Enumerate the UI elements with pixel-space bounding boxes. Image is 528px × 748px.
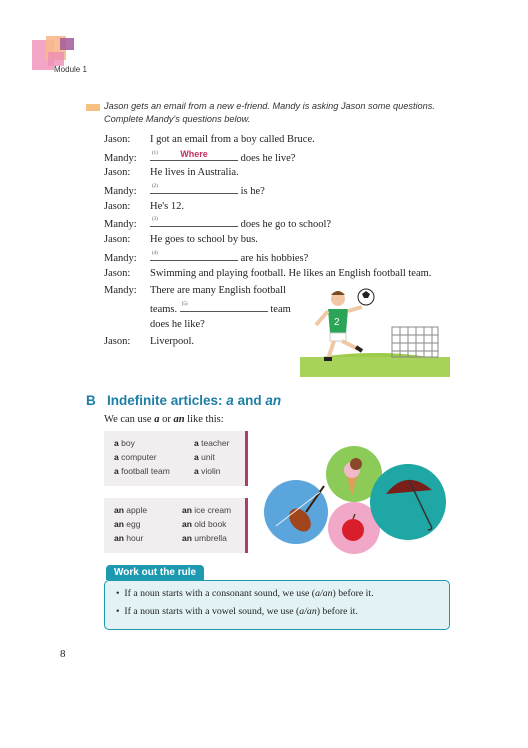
section-b-heading: B Indefinite articles: a and an	[86, 393, 282, 408]
dialogue-row: Mandy: (2) is he?	[104, 184, 265, 197]
bullet-icon: •	[116, 588, 120, 599]
rule-1: • If a noun starts with a consonant sound, we use (a/an) before it.	[116, 588, 374, 599]
answer-blank-4[interactable]: (4)	[150, 250, 238, 261]
dialogue-row: Jason: He goes to school by bus.	[104, 234, 258, 245]
answer-blank-3[interactable]: (3)	[150, 216, 238, 227]
dialogue-row: teams. (5) team	[150, 302, 291, 315]
answer-blank-1[interactable]: (1) Where	[150, 150, 238, 161]
answer-blank-2[interactable]: (2)	[150, 183, 238, 194]
page-number: 8	[60, 648, 66, 660]
rule-2: • If a noun starts with a vowel sound, we use (a/an) before it.	[116, 606, 358, 617]
section-b-intro: We can use a or an like this:	[104, 414, 224, 425]
list-item: an apple	[114, 505, 148, 515]
bullet-icon: •	[116, 606, 120, 617]
answer-blank-5[interactable]: (5)	[180, 301, 268, 312]
list-item: a unit	[194, 452, 215, 462]
list-item: an egg	[114, 519, 141, 529]
dialogue-row: does he like?	[150, 319, 205, 330]
dialogue-row: Mandy: (1) Where does he live?	[104, 149, 296, 164]
list-item: an old book	[182, 519, 227, 529]
dialogue-row: Jason: He's 12.	[104, 201, 184, 212]
exercise-tab-marker	[86, 104, 100, 111]
exercise-instructions: Jason gets an email from a new e-friend. Mandy is asking Jason some questions. Complete Mandy's questions below.	[104, 101, 435, 124]
dialogue-row: Jason: Liverpool.	[104, 336, 195, 347]
list-item: a teacher	[194, 438, 230, 448]
module-label: Module 1	[54, 65, 87, 74]
list-item: a football team	[114, 466, 170, 476]
objects-circles-illustration	[262, 446, 448, 556]
dialogue-row: Jason: Swimming and playing football. He likes an English football team.	[104, 268, 432, 279]
list-item: an ice cream	[182, 505, 232, 515]
dialogue-row: Jason: He lives in Australia.	[104, 167, 239, 178]
dialogue-row: Mandy: There are many English football	[104, 285, 286, 296]
list-item: a boy	[114, 438, 135, 448]
dialogue-row: Mandy: (4) are his hobbies?	[104, 251, 309, 264]
list-item: an umbrella	[182, 533, 227, 543]
list-item: an hour	[114, 533, 144, 543]
football-player-illustration	[300, 285, 450, 377]
list-item: a violin	[194, 466, 221, 476]
dialogue-row: Jason: I got an email from a boy called Bruce.	[104, 134, 315, 145]
rule-box-title: Work out the rule	[106, 565, 204, 580]
list-item: a computer	[114, 452, 157, 462]
svg-text:2: 2	[334, 317, 340, 328]
dialogue-row: Mandy: (3) does he go to school?	[104, 217, 332, 230]
